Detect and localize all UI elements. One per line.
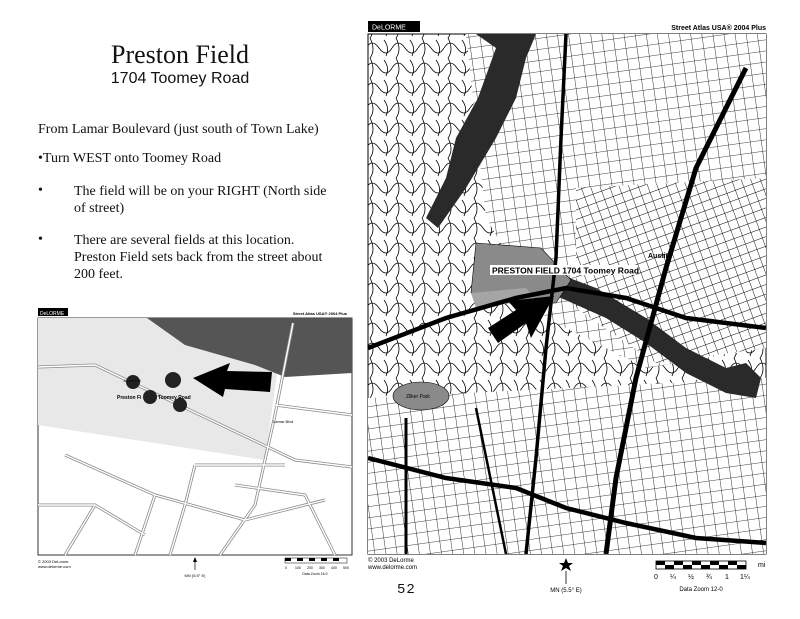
scale-tick: 300 <box>319 566 325 570</box>
detail-label-junior: Junior Fld <box>123 378 141 383</box>
scale-tick: 100 <box>295 566 301 570</box>
detail-map[interactable] <box>35 305 355 585</box>
main-north-label: MN (5.5° E) <box>550 588 582 594</box>
page-subtitle: 1704 Toomey Road <box>110 70 250 87</box>
main-park-label: Zilker Park <box>406 394 430 400</box>
scale-tick: 200 <box>307 566 313 570</box>
main-austin-label: Austin <box>648 253 670 260</box>
detail-zoom-label: Data Zoom 16-0 <box>302 572 328 576</box>
detail-north-arrow-icon <box>193 557 197 570</box>
main-website: www.delorme.com <box>368 565 418 571</box>
main-header-text: Street Atlas USA® 2004 Plus <box>671 25 766 32</box>
scale-tick: 0 <box>285 566 287 570</box>
detail-brand-text: DeLORME <box>40 311 65 317</box>
main-map[interactable] <box>366 18 770 600</box>
main-brand-text: DeLORME <box>372 24 406 32</box>
detail-copyright: © 2003 DeLorme <box>38 559 69 564</box>
detail-label-field: Preston Fi <box>117 395 142 401</box>
direction-step-1-text: Turn WEST onto Toomey Road <box>42 151 222 166</box>
direction-step-1 <box>38 151 221 167</box>
direction-step-3-text: There are several fields at this location. Preston Field sets back from the street about 200 feet. <box>74 233 323 282</box>
bullet-icon: • <box>38 183 43 198</box>
scale-tick: ¾ <box>706 574 712 581</box>
bullet-icon: • <box>38 232 43 247</box>
detail-label-lamar: Lamar Blvd <box>273 419 294 424</box>
detail-header-text: Street Atlas USA® 2004 Plus <box>292 311 347 316</box>
bullet-icon: • <box>38 151 43 166</box>
main-copyright: © 2003 DeLorme <box>368 558 414 564</box>
direction-step-2-text: The field will be on your RIGHT (North side of street) <box>74 184 327 216</box>
page-number: 52 <box>397 582 416 598</box>
main-north-arrow-icon <box>559 558 573 584</box>
detail-website: www.delorme.com <box>38 564 71 569</box>
main-field-label: PRESTON FIELD 1704 Toomey Road <box>492 265 640 276</box>
scale-tick: 0 <box>654 574 658 581</box>
scale-tick: 400 <box>331 566 337 570</box>
ballfield-icon <box>143 390 157 404</box>
main-scale-bar <box>656 561 746 569</box>
main-zoom-label: Data Zoom 12-0 <box>679 587 723 593</box>
directions-intro: From Lamar Boulevard (just south of Town Lake) <box>38 122 319 137</box>
page-title: Preston Field <box>111 40 249 69</box>
detail-label-road: Toomey Road <box>158 395 191 401</box>
detail-north-label: MN (5.5° E) <box>184 573 206 578</box>
scale-tick: ¼ <box>670 574 676 581</box>
scale-tick: 500 <box>343 566 349 570</box>
scale-tick: 1 <box>725 574 729 581</box>
scale-tick: 1¼ <box>740 574 750 581</box>
main-scale-unit: mi <box>758 562 766 569</box>
ballfield-icon <box>165 372 181 388</box>
scale-tick: ½ <box>688 574 694 581</box>
detail-scale-bar <box>285 558 347 563</box>
